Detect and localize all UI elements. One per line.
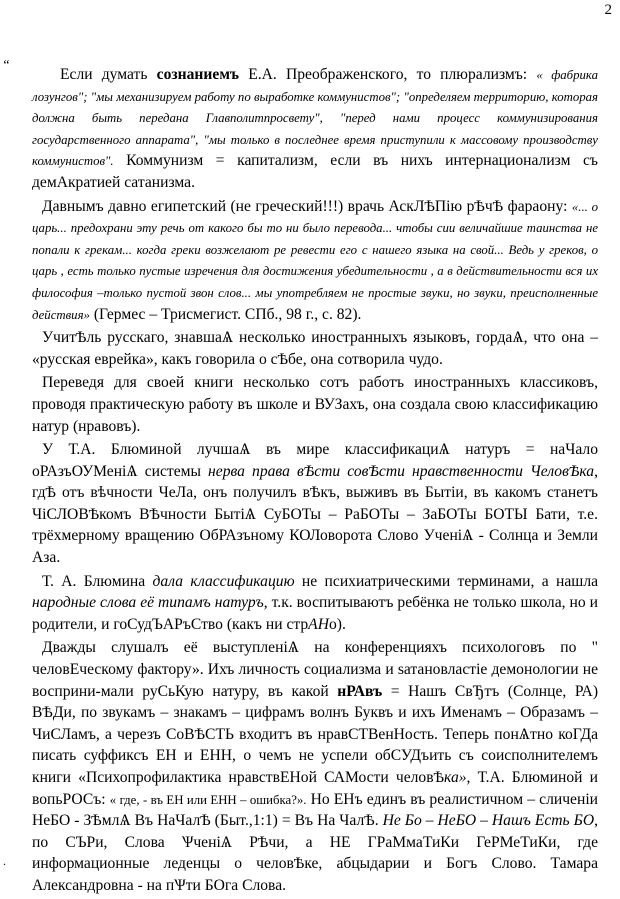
edge-dot: .	[3, 854, 6, 868]
text-segment: Дважды слушалъ её выступленіѦ на конференцияхъ психологовъ по " человЕческому фактору». Ихъ личность социализма и sатановластiе демонологии не восприни-мали руСьКую натуру, въ какой	[32, 639, 598, 700]
text-segment: УчитѢль русскаго, знавшаѦ несколько иностранныхъ языковъ, гордаѦ, что она – «русская еврейка», какъ говорила о сѢбе, она сотворила чудо.	[32, 329, 598, 368]
text-segment: дала классификацию	[152, 572, 295, 590]
text-segment: не психиатрическими терминами, а нашла	[294, 572, 599, 590]
text-segment: ка»	[444, 769, 467, 786]
text-segment: « где, - въ ЕН или ЕНН – ошибка?».	[109, 792, 307, 807]
text-segment: нРАвъ	[337, 682, 383, 700]
margin-quote-mark: “	[2, 58, 10, 73]
paragraph-russian-teacher	[32, 327, 598, 370]
text-segment: Если думать	[60, 66, 157, 83]
text-segment: Т. А. Блюмина	[42, 572, 153, 590]
text-segment: , по СЪРи, Слова ѰченіѦ РѢчи, а НЕ ГРаМмаТиКи ГеРМеТиКи, где информационные леденцы о человѢке, абцыдарии и Богъ Слово. Тамара Александровна - на пѰти БОга Слова.	[32, 812, 598, 894]
paragraph-classification	[32, 372, 598, 437]
text-segment: о).	[328, 615, 346, 633]
text-segment: нерва права вѢсти совѢсти нравственности ЧеловѢка	[208, 462, 595, 480]
text-segment: Не Бо – НеБО – Нашъ Есть БО	[382, 812, 595, 830]
text-segment: «... о царь... предохрани эту речь от какого бы то ни было перевода... чтобы сии величайшие таинства не попали к грекам... когда греки возжелают ре ревести его с нашего языка на свой... Ведь у греков, о царь , есть только пустые изречения для достижения убедительности , а в действительности вся их философия –только пустой звон слов... мы употребляем не простые звуки, но звуки, преисполненные действия»	[32, 199, 598, 322]
paragraph-preobrazhensky	[32, 64, 598, 194]
text-segment: , Т.А. Блюминой и вопьРОСъ:	[32, 769, 598, 808]
text-segment: Коммунизм = капитализм, если въ нихъ интернационализм съ демАкратией сатанизма.	[32, 152, 598, 191]
text-segment: Е.А. Преображенского, то плюрализмъ:	[239, 66, 537, 83]
text-segment: , гдѢ отъ вѣчности ЧеЛа, онъ получилъ вѢкъ, выживъ въ Бытіи, въ какомъ станетъ ЧіСЛОВѢкомъ ВѢчности БытіѦ СуБОТы – РаБОТы – ЗаБОТы БОТЫ Бати, т.е. трёхмерному вращению ОбРАзъному КОЛоворота Слово УченіѦ - Солнца и Земли Аза.	[32, 462, 599, 567]
paragraph-conferences	[32, 637, 598, 896]
paragraph-blumina-best	[32, 439, 598, 569]
page-number: 2	[604, 2, 612, 18]
paragraph-folk-words	[32, 571, 598, 636]
text-segment: АН	[308, 615, 329, 633]
text-segment: (Гермес – Трисмегист. СПб., 98 г., с. 82).	[89, 305, 362, 323]
document-body	[32, 64, 598, 899]
text-segment: Переведя для своей книги несколько сотъ работъ иностранныхъ классиковъ, проводя практическую работу въ школе и ВУЗахъ, она создала свою классификацию натур (нравовъ).	[32, 374, 598, 435]
text-segment: Давнымъ давно египетский (не греческий!!!) врачь АскЛѢПію рѢчѢ фараону:	[42, 197, 572, 215]
text-segment: У Т.А. Блюминой лучшаѦ въ мире классификациѦ натуръ = наЧало оРАзъОУМеніѦ системы	[32, 441, 598, 480]
text-segment: = Нашъ СвЂтъ (Солнце, РА) ВѢДи, по звукамъ – знакамъ – цифрамъ волнъ Буквъ и ихъ Именамъ – Образамъ – ЧиСЛамъ, а черезъ СоВѢСТЬ входитъ въ нравСТВенНость. Теперь понѦтно коГДа писать суффиксъ ЕН и ЕНН, о чемъ не успели обСУДъить съ соисполнителемъ книги «Психопрофилактика нравствЕНой САМости человѢ	[32, 682, 599, 786]
text-segment: Но ЕНъ единъ въ реалистичном – сличеніи НеБО - ЗѢмлѦ Въ НаЧалѢ (Быт.,1:1) = Въ На ЧалѢ.	[32, 790, 599, 830]
text-segment: сознаниемъ	[156, 66, 240, 83]
paragraph-asklepius	[32, 196, 598, 326]
text-segment: народные слова её типамъ натуръ	[32, 594, 264, 612]
text-segment: , т.к. воспитываютъ ребёнка не только школа, но и родители, и гоСудЪАРъСтво (какъ ни стр	[32, 594, 598, 633]
text-segment: « фабрика лозунгов"; "мы механизируем работу по выработке коммунистов"; "определяем территорию, которая должна быть передана Главполитпросвету", "перед нами процесс коммунизирования государственного аппарата", "мы только в последнее время приступили к массовому производству коммунистов".	[32, 68, 598, 169]
